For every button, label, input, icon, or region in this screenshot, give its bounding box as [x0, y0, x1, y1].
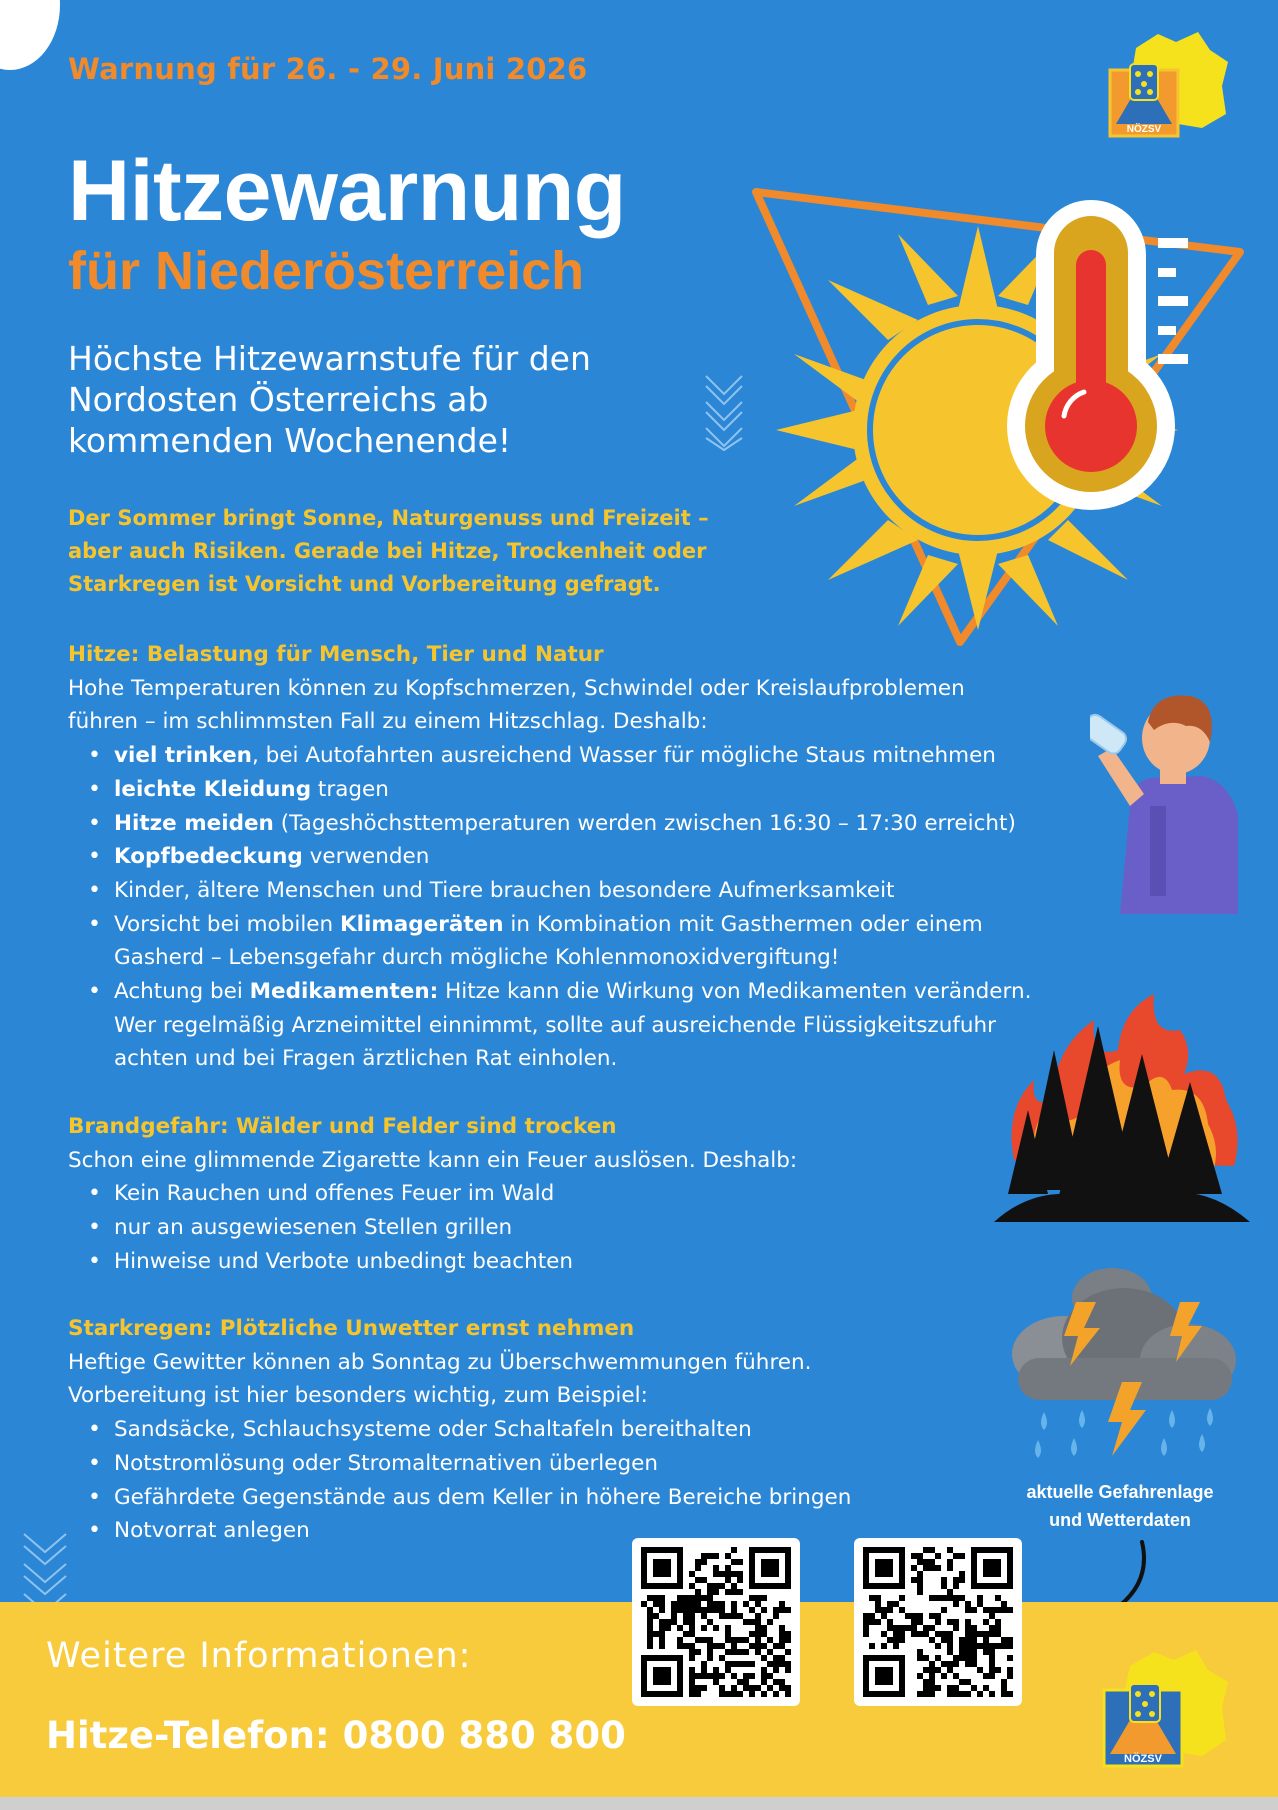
list-item: • Notvorrat anlegen — [114, 1514, 851, 1548]
storm-cloud-icon — [1004, 1262, 1244, 1458]
list-item: • nur an ausgewiesenen Stellen grillen — [114, 1211, 797, 1245]
list-item: • viel trinken, bei Autofahrten ausreichend Wasser für mögliche Staus mitnehmen — [114, 739, 1031, 773]
heat-list — [68, 739, 1031, 1076]
section-heading: Starkregen: Plötzliche Unwetter ernst nehmen — [68, 1316, 635, 1341]
page-title: Hitzewarnung — [68, 143, 626, 239]
lead-text — [68, 338, 688, 461]
list-item: • Kein Rauchen und offenes Feuer im Wald — [114, 1177, 797, 1211]
drinking-person-icon — [1090, 686, 1240, 916]
bottom-border — [0, 1797, 1278, 1810]
intro-line: aber auch Risiken. Gerade bei Hitze, Trockenheit oder — [68, 539, 707, 563]
section-text: Heftige Gewitter können ab Sonntag zu Überschwemmungen führen. — [68, 1349, 812, 1375]
hitze-telefon[interactable]: Hitze-Telefon: 0800 880 800 — [46, 1714, 626, 1757]
list-item: • Kopfbedeckung verwenden — [114, 840, 1031, 874]
list-item: • Sandsäcke, Schlauchsysteme oder Schaltafeln bereithalten — [114, 1413, 851, 1447]
heat-section — [68, 638, 1031, 1076]
list-item: • Achtung bei Medikamenten: Hitze kann die Wirkung von Medikamenten verändern. Wer regelmäßig Arzneimittel einnimmt, sollte auf ausreichende Flüssigkeitszufuhr achten und bei Fragen ärztlichen Rat einholen. — [114, 975, 1031, 1076]
list-item: • Vorsicht bei mobilen Klimageräten in Kombination mit Gasthermen oder einem Gasherd – Lebensgefahr durch mögliche Kohlenmonoxidvergiftung! — [114, 908, 1031, 975]
intro-text — [68, 502, 709, 601]
lead-line: kommenden Wochenende! — [68, 421, 512, 460]
section-heading: Brandgefahr: Wälder und Felder sind trocken — [68, 1114, 617, 1139]
section-text: führen – im schlimmsten Fall zu einem Hitzschlag. Deshalb: — [68, 709, 708, 735]
section-heading: Hitze: Belastung für Mensch, Tier und Natur — [68, 642, 604, 667]
sun-thermometer-icon — [748, 170, 1248, 650]
lead-line: Nordosten Österreichs ab — [68, 380, 489, 419]
page-subtitle: für Niederösterreich — [68, 241, 585, 301]
qr-code-icon — [641, 1547, 791, 1697]
corner-decoration — [0, 0, 60, 70]
warning-dates: Warnung für 26. - 29. Juni 2026 — [68, 52, 588, 86]
list-item: • Notstromlösung oder Stromalternativen überlegen — [114, 1447, 851, 1481]
qr-code-icon — [863, 1547, 1013, 1697]
logo-label: NÖZSV — [1126, 124, 1162, 135]
intro-line: Starkregen ist Vorsicht und Vorbereitung gefragt. — [68, 572, 661, 596]
lead-line: Höchste Hitzewarnstufe für den — [68, 339, 591, 378]
fire-list — [68, 1177, 797, 1278]
more-info-label: Weitere Informationen: — [46, 1636, 472, 1676]
qr-caption: aktuelle Gefahrenlage und Wetterdaten — [1026, 1482, 1214, 1530]
section-text: Hohe Temperaturen können zu Kopfschmerzen, Schwindel oder Kreislaufproblemen — [68, 675, 965, 701]
list-item: • Hinweise und Verbote unbedingt beachten — [114, 1245, 797, 1279]
noezsv-logo-icon — [1096, 1644, 1236, 1774]
chevron-down-icon — [702, 372, 746, 454]
rain-list — [68, 1413, 851, 1548]
logo-label: NÖZSV — [1124, 1753, 1162, 1765]
noezsv-logo-icon — [1106, 28, 1234, 140]
list-item: • Gefährdete Gegenstände aus dem Keller in höhere Bereiche bringen — [114, 1481, 851, 1515]
section-text: Schon eine glimmende Zigarette kann ein Feuer auslösen. Deshalb: — [68, 1147, 798, 1173]
list-item: • leichte Kleidung tragen — [114, 773, 1031, 807]
intro-line: Der Sommer bringt Sonne, Naturgenuss und Freizeit – — [68, 506, 709, 530]
section-text: Vorbereitung ist hier besonders wichtig, zum Beispiel: — [68, 1383, 648, 1409]
forest-fire-icon — [994, 990, 1250, 1230]
qr-code-right[interactable] — [854, 1538, 1022, 1706]
fire-section — [68, 1110, 797, 1279]
list-item: • Kinder, ältere Menschen und Tiere brauchen besondere Aufmerksamkeit — [114, 874, 1031, 908]
qr-code-left[interactable] — [632, 1538, 800, 1706]
list-item: • Hitze meiden (Tageshöchsttemperaturen werden zwischen 16:30 – 17:30 erreicht) — [114, 807, 1031, 841]
rain-section — [68, 1312, 851, 1548]
